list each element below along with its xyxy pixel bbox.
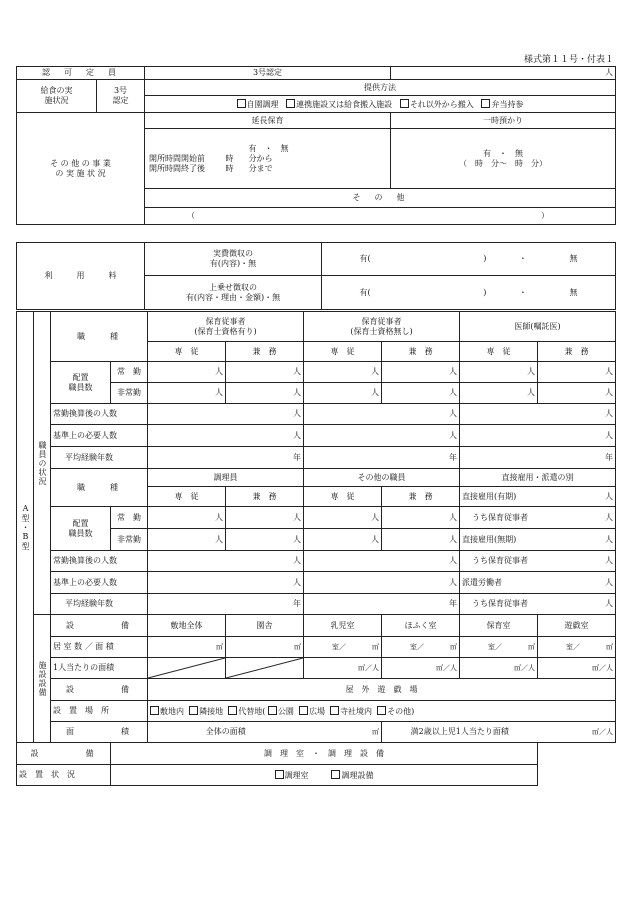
staff-cell[interactable]: 人 [538, 551, 616, 572]
col-kenmu: 兼 務 [226, 342, 304, 362]
uchi-label: うち保育従事者 [460, 551, 538, 572]
facility-cell[interactable]: ㎡／人 [382, 658, 460, 679]
staff-cell[interactable]: 年 [304, 447, 460, 469]
facility-cell[interactable]: 室／ ㎡ [460, 637, 538, 658]
kyoshitsu-label: 居 室 数 ／ 面 積 [51, 637, 148, 658]
ishi-header: 医師(嘱託医) [460, 312, 616, 342]
checkbox-rinsetsu[interactable]: 隣接地 [189, 707, 223, 716]
checkbox-jisha[interactable]: 寺社境内 [330, 707, 372, 716]
staff-cell[interactable]: 人 [304, 383, 382, 404]
staff-cell[interactable]: 人 [460, 362, 538, 383]
staff-cell[interactable]: 人 [538, 529, 616, 551]
checkbox-chorishitsu[interactable]: 調理室 [275, 771, 309, 780]
man2-label: 満2歳以上児1人当たり面積 [382, 722, 538, 743]
per-person-label: 1人当たりの面積 [51, 658, 148, 679]
staff-cell[interactable]: 人 [226, 507, 304, 529]
haichi-label-2: 配置 職員数 [51, 507, 111, 551]
kijun-label: 基準上の必要人数 [51, 425, 148, 447]
staff-cell[interactable]: 年 [460, 447, 616, 469]
staff-cell[interactable]: 人 [148, 529, 226, 551]
setsubi-label-2: 設 備 [51, 679, 148, 701]
staff-cell[interactable]: 人 [226, 529, 304, 551]
menseki-label: 面 積 [51, 722, 148, 743]
uchi-label: うち保育従事者 [460, 507, 538, 529]
col-kenmu: 兼 務 [382, 342, 460, 362]
hijokin-label: 非常勤 [111, 383, 148, 404]
hoiku-shikaku-ari-header: 保育従事者 (保育士資格有り) [148, 312, 304, 342]
col-shikichi: 敷地全体 [148, 615, 226, 637]
col-hoikushitsu: 保育室 [460, 615, 538, 637]
staff-cell[interactable]: 人 [382, 507, 460, 529]
staff-cell[interactable]: 人 [538, 507, 616, 529]
col-ensha: 園舎 [226, 615, 304, 637]
chori-header: 調 理 室 ・ 調 理 設 備 [111, 743, 538, 765]
choriin-header: 調理員 [148, 469, 304, 487]
koyo-kubun-header: 直接雇用・派遣の別 [460, 469, 616, 487]
haken-label: 派遣労働者 [460, 572, 538, 594]
col-kenmu: 兼 務 [226, 487, 304, 507]
keiken-label-2: 平均経験年数 [51, 594, 148, 615]
col-nyujishitsu: 乳児室 [304, 615, 382, 637]
jokyo-label: 設 置 状 況 [17, 765, 111, 786]
staff-cell[interactable]: 人 [226, 362, 304, 383]
jokin-label: 常 勤 [111, 362, 148, 383]
staff-cell[interactable]: 人 [304, 425, 460, 447]
staff-cell[interactable]: 人 [382, 362, 460, 383]
jippi-label: 実費徴収の 有(内容)・無 [145, 243, 322, 276]
riyoryo-label: 利 用 料 [17, 243, 145, 310]
kijun-label-2: 基準上の必要人数 [51, 572, 148, 594]
ichiji-azukari-header: 一時預かり [391, 113, 616, 129]
staff-cell[interactable]: 人 [538, 362, 616, 383]
staff-facility-table [16, 311, 616, 786]
staff-cell[interactable]: 人 [226, 383, 304, 404]
nintei-label: 認 可 定 員 [17, 67, 145, 80]
encho-hoiku-detail[interactable]: 有 ・ 無 開所時間開始前 時 分から 開所時間終了後 時 分まで [145, 129, 391, 189]
staff-cell[interactable]: 人 [538, 572, 616, 594]
facility-section-label: 施設設備 [34, 615, 51, 743]
okugai-yugijo: 屋 外 遊 戯 場 [148, 679, 616, 701]
col-senju: 専 従 [304, 342, 382, 362]
checkbox-sonota[interactable]: その他) [377, 707, 414, 716]
col-senju: 専 従 [148, 487, 226, 507]
staff-cell[interactable]: 人 [148, 425, 304, 447]
checkbox-daitai[interactable]: 代替地( [228, 707, 265, 716]
haichi-label: 配置 職員数 [51, 362, 111, 404]
checkbox-sore-igai[interactable]: それ以外から搬入 [400, 100, 474, 109]
hoiku-shikaku-nashi-header: 保育従事者 (保育士資格無し) [304, 312, 460, 342]
staff-cell[interactable]: 人 [148, 551, 304, 572]
checkbox-chorisetsubi[interactable]: 調理設備 [331, 771, 373, 780]
staff-cell[interactable]: 人 [382, 383, 460, 404]
sonota-header: そ の 他 [145, 189, 616, 208]
uwanose-value[interactable]: 有( ) ・ 無 [322, 276, 616, 310]
ichiji-azukari-detail[interactable]: 有 ・ 無 （ 時 分～ 時 分） [391, 129, 616, 189]
staff-cell[interactable]: 年 [148, 447, 304, 469]
keiken-label: 平均経験年数 [51, 447, 148, 469]
staff-cell[interactable]: 人 [538, 594, 616, 615]
kyushoku-options [145, 96, 616, 113]
sonota-shokuin-header: その他の職員 [304, 469, 460, 487]
facility-cell[interactable]: ㎡／人 [304, 658, 382, 679]
kansan-label: 常勤換算後の人数 [51, 404, 148, 425]
basho-label: 設 置 場 所 [51, 701, 148, 722]
col-hofukushitsu: ほふく室 [382, 615, 460, 637]
form-number: 様式第１１号・付表１ [523, 55, 614, 65]
facility-cell[interactable]: ㎡／人 [538, 658, 616, 679]
shokushu-label: 職 種 [51, 312, 148, 362]
col-senju: 専 従 [304, 487, 382, 507]
staff-cell[interactable]: 人 [148, 507, 226, 529]
diagonal-slash [226, 658, 304, 679]
staff-cell[interactable]: 人 [304, 404, 460, 425]
diagonal-slash [148, 658, 226, 679]
yuki-label: 直接雇用(有期) [460, 487, 538, 507]
col-senju: 専 従 [148, 342, 226, 362]
checkbox-renkei[interactable]: 連携施設又は給食搬入施設 [286, 100, 392, 109]
facility-cell[interactable]: 室／ ㎡ [304, 637, 382, 658]
setsubi-label: 設 備 [51, 615, 148, 637]
jippi-value[interactable]: 有( ) ・ 無 [322, 243, 616, 276]
setsubi-label-3: 設 備 [17, 743, 111, 765]
encho-hoiku-header: 延長保育 [145, 113, 391, 129]
staff-cell[interactable]: 人 [460, 425, 616, 447]
kansan-label-2: 常勤換算後の人数 [51, 551, 148, 572]
hijokin-label: 非常勤 [111, 529, 148, 551]
checkbox-hiroba[interactable]: 広場 [299, 707, 325, 716]
sonota-input[interactable]: （ ） [145, 208, 616, 225]
staff-cell[interactable]: 人 [460, 404, 616, 425]
staff-cell[interactable]: 人 [148, 572, 304, 594]
staff-cell[interactable]: 人 [304, 507, 382, 529]
facility-cell[interactable]: 室／ ㎡ [538, 637, 616, 658]
chori-options [111, 765, 538, 786]
uchi-label: うち保育従事者 [460, 594, 538, 615]
staff-cell[interactable]: 人 [460, 383, 538, 404]
staff-cell[interactable]: 人 [382, 529, 460, 551]
staff-cell[interactable]: 年 [304, 594, 460, 615]
uwanose-label: 上乗せ徴収の 有(内容・理由・金額)・無 [145, 276, 322, 310]
riyoryo-table [16, 242, 616, 310]
staff-cell[interactable]: 人 [304, 551, 460, 572]
col-yugishitsu: 遊戯室 [538, 615, 616, 637]
staff-cell[interactable]: 人 [304, 362, 382, 383]
zentai-label: 全体の面積 [148, 722, 304, 743]
checkbox-bento[interactable]: 弁当持参 [481, 100, 523, 109]
checkbox-jikaen[interactable]: 自園調理 [237, 100, 279, 109]
staff-cell[interactable]: 人 [148, 383, 226, 404]
kyushoku-category: 3号 認定 [97, 80, 145, 113]
facility-cell[interactable]: ㎡／人 [538, 722, 616, 743]
basho-options [148, 701, 616, 722]
staff-cell[interactable]: 人 [304, 529, 382, 551]
staff-cell[interactable]: 年 [148, 594, 304, 615]
shokushu-label-2: 職 種 [51, 469, 148, 507]
other-business-label: そ の 他 の 事 業 の 実 施 状 況 [17, 113, 145, 225]
form-top-table [16, 66, 616, 225]
nintei-sub: 3号認定 [145, 67, 391, 80]
staff-cell[interactable]: 人 [304, 572, 460, 594]
staff-cell[interactable]: 人 [538, 487, 616, 507]
muki-label: 直接雇用(無期) [460, 529, 538, 551]
facility-cell[interactable]: ㎡／人 [460, 658, 538, 679]
staff-cell[interactable]: 人 [148, 362, 226, 383]
col-kenmu: 兼 務 [382, 487, 460, 507]
jokin-label: 常 勤 [111, 507, 148, 529]
staff-cell[interactable]: 人 [538, 383, 616, 404]
facility-cell[interactable]: ㎡ [304, 722, 382, 743]
facility-cell[interactable]: ㎡ [226, 637, 304, 658]
staff-cell[interactable]: 人 [148, 404, 304, 425]
nintei-unit[interactable]: 人 [391, 67, 616, 80]
staff-section-label: 職員の状況 [34, 312, 51, 615]
type-ab-label: A型・B型 [17, 312, 34, 743]
col-senju: 専 従 [460, 342, 538, 362]
facility-cell[interactable]: 室／ ㎡ [382, 637, 460, 658]
facility-cell[interactable]: ㎡ [148, 637, 226, 658]
col-kenmu: 兼 務 [538, 342, 616, 362]
kyushoku-label: 給食の実 施状況 [17, 80, 97, 113]
checkbox-koen[interactable]: 公園 [268, 707, 294, 716]
checkbox-shikichinai[interactable]: 敷地内 [150, 707, 184, 716]
kyushoku-method-title: 提供方法 [145, 80, 616, 96]
